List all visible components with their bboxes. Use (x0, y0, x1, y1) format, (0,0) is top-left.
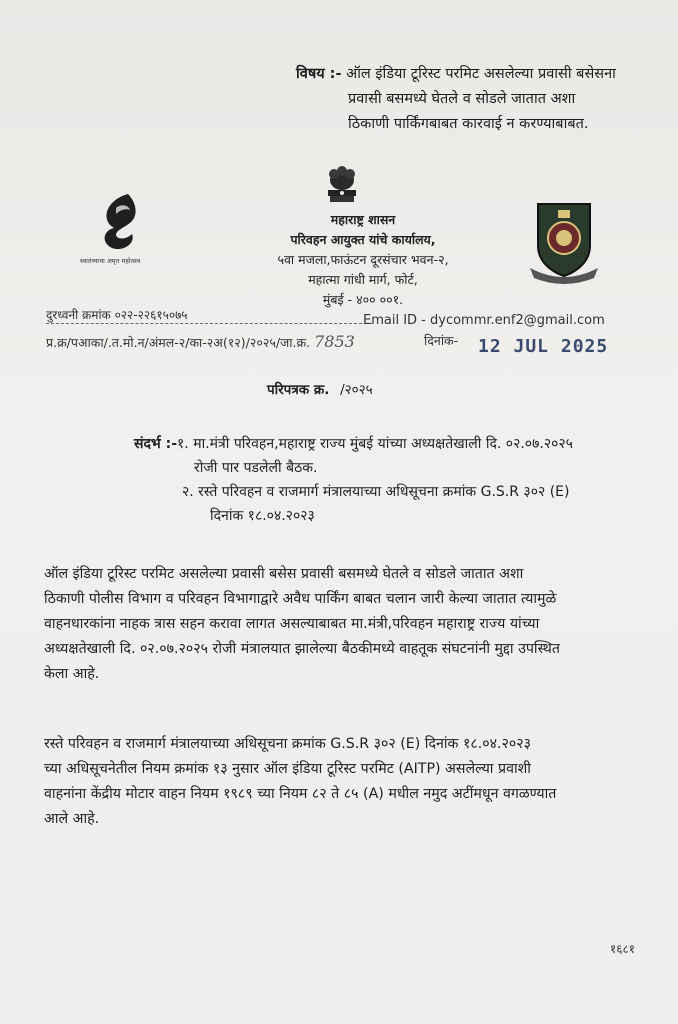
reference-number (46, 332, 355, 351)
handwritten-number: 7853 (314, 332, 355, 351)
date-stamp: 12 JUL 2025 (478, 336, 609, 357)
govt-name: महाराष्ट्र शासन (330, 212, 396, 227)
address-line-3: मुंबई - ४०० ००१. (322, 292, 404, 307)
reference-text: प्र.क्र/पआका/.त.मो.न/अंमल-२/का-२अ(१२)/२०२५/जा.क्र. (46, 335, 311, 350)
phone-number: दुरध्वनी क्रमांक ०२२-२२६१५०७५ (46, 308, 188, 322)
address-line-2: महात्मा गांधी मार्ग, फोर्ट, (308, 272, 418, 287)
address-line-1: ५वा मजला,फाऊंटन दूरसंचार भवन-२, (277, 252, 449, 267)
office-header (258, 210, 468, 310)
paragraph-line: ठिकाणी पोलीस विभाग व परिवहन विभागाद्वारे अवैध पार्किंग बाबत चलान जारी केल्या जातात त्यामुळे (44, 591, 557, 607)
circular-number-value: /२०२५ (340, 382, 373, 398)
body-paragraph-2 (44, 732, 654, 832)
paragraph-line: रस्ते परिवहन व राजमार्ग मंत्रालयाच्या अधिसूचना क्रमांक G.S.R ३०२ (E) दिनांक १८.०४.२०२३ (44, 736, 531, 752)
reference-2-line-1: २. रस्ते परिवहन व राजमार्ग मंत्रालयाच्या अधिसूचना क्रमांक G.S.R ३०२ (E) (182, 484, 570, 500)
reference-1-line-2: रोजी पार पडलेली बैठक. (194, 460, 318, 476)
reference-2-line-2: दिनांक १८.०४.२०२३ (210, 508, 315, 524)
paragraph-line: च्या अधिसूचनेतील नियम क्रमांक १३ नुसार ऑल इंडिया टूरिस्ट परमिट (AITP) असलेल्या प्रवाशी (44, 761, 531, 777)
paragraph-line: अध्यक्षतेखाली दि. ०२.०७.२०२५ रोजी मंत्रालयात झालेल्या बैठकीमध्ये वाहतूक संघटनांनी मुद्दा उपस्थित (44, 641, 560, 657)
paragraph-line: वाहनधारकांना नाहक त्रास सहन करावा लागत असल्याबाबत मा.मंत्री,परिवहन महाराष्ट्र राज्य यांच्या (44, 616, 540, 632)
subject-line-1: ऑल इंडिया टूरिस्ट परमिट असलेल्या प्रवासी बसेसना (346, 66, 616, 82)
national-emblem-icon (320, 162, 364, 206)
subject-line-3: ठिकाणी पार्किंगबाबत कारवाई न करण्याबाबत. (348, 116, 589, 132)
page-number: १६८१ (610, 942, 635, 956)
paragraph-line: आले आहे. (44, 811, 100, 827)
office-name: परिवहन आयुक्त यांचे कार्यालय, (290, 232, 436, 247)
reference-1-line-1: १. मा.मंत्री परिवहन,महाराष्ट्र राज्य मुंबई यांच्या अध्यक्षतेखाली दि. ०२.०७.२०२५ (177, 436, 573, 452)
maharashtra-transport-badge (528, 200, 600, 284)
references-label: संदर्भ :- (134, 436, 178, 452)
subject-block (296, 62, 616, 137)
date-label: दिनांक- (424, 333, 459, 348)
circular-label: परिपत्रक क्र. (267, 382, 330, 398)
references-block (134, 432, 573, 528)
azadi-ka-amrit-mahotsav-logo (86, 190, 156, 260)
circular-number (267, 380, 373, 398)
divider (46, 323, 372, 324)
logo-left-caption: स्वातंत्र्याचा अमृत महोत्सव (80, 257, 141, 265)
paragraph-line: वाहनांना केंद्रीय मोटार वाहन नियम १९८९ च्या नियम ८२ ते ८५ (A) मधील नमुद अटींमधून वगळण्यात (44, 786, 557, 802)
paragraph-line: ऑल इंडिया टूरिस्ट परमिट असलेल्या प्रवासी बसेस प्रवासी बसमध्ये घेतले व सोडले जातात अशा (44, 566, 524, 582)
email-id: Email ID - dycommr.enf2@gmail.com (363, 313, 605, 328)
subject-label: विषय :- (296, 66, 342, 82)
subject-line-2: प्रवासी बसमध्ये घेतले व सोडले जातात अशा (348, 91, 576, 107)
paragraph-line: केला आहे. (44, 666, 100, 682)
body-paragraph-1 (44, 562, 654, 687)
